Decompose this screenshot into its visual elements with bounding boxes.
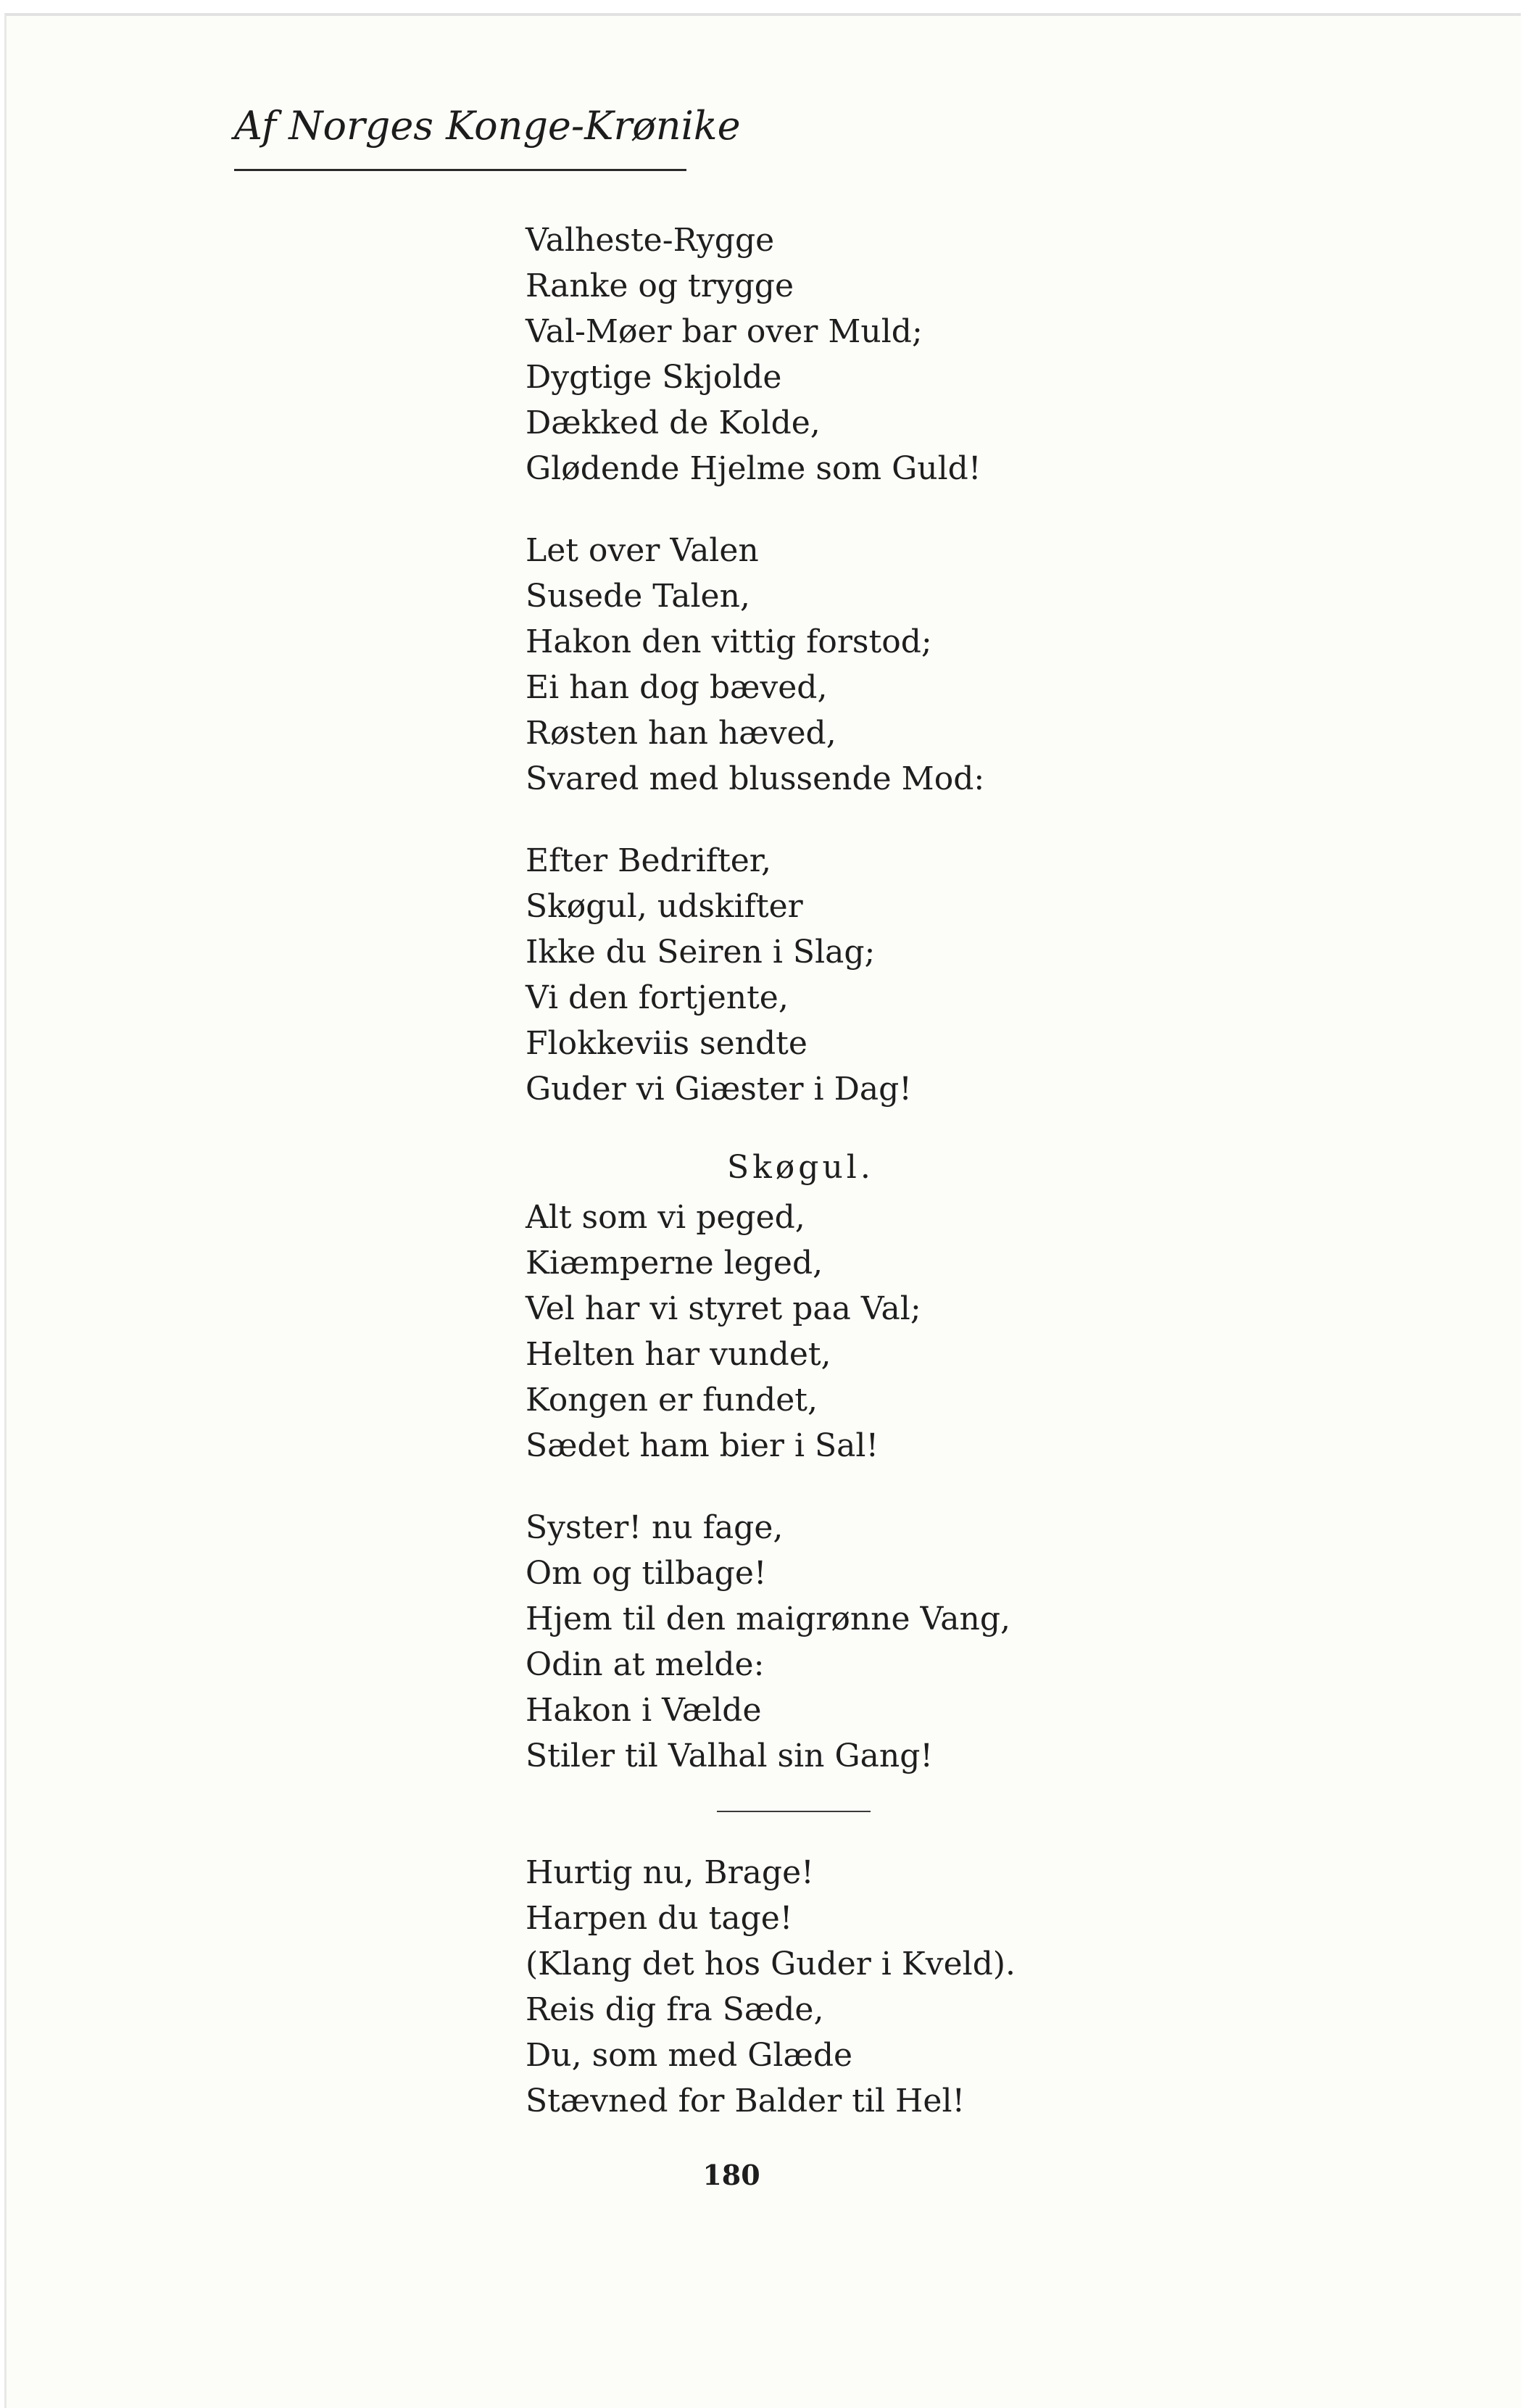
verse-line: Vel har vi styret paa Val; bbox=[526, 1290, 921, 1327]
running-header: Af Norges Konge-Krønike bbox=[234, 103, 741, 149]
verse-line: Stiler til Valhal sin Gang! bbox=[526, 1738, 934, 1774]
verse-line: Svared med blussende Mod: bbox=[526, 760, 985, 797]
verse-line: Vi den fortjente, bbox=[526, 979, 789, 1016]
verse-line: Røsten han hæved, bbox=[526, 715, 836, 752]
verse-line: Hurtig nu, Brage! bbox=[526, 1854, 814, 1891]
verse-line: Kongen er fundet, bbox=[526, 1382, 818, 1419]
stanza-4 bbox=[526, 1142, 1250, 1469]
stanza-3 bbox=[526, 838, 1250, 1112]
verse-line: Ei han dog bæved, bbox=[526, 669, 828, 706]
verse-line: Dækked de Kolde, bbox=[526, 404, 821, 441]
stanza-5 bbox=[526, 1505, 1250, 1779]
verse-line: Skøgul, udskifter bbox=[526, 888, 803, 925]
verse-line: Dygtige Skjolde bbox=[526, 359, 782, 396]
verse-line: Ranke og trygge bbox=[526, 267, 794, 304]
stanza-1 bbox=[526, 217, 1250, 491]
verse-line: Odin at melde: bbox=[526, 1646, 765, 1683]
verse-line: Syster! nu fage, bbox=[526, 1509, 784, 1546]
verse-line: Hjem til den maigrønne Vang, bbox=[526, 1601, 1010, 1637]
book-page bbox=[4, 13, 1521, 2408]
stanza-2 bbox=[526, 528, 1250, 802]
verse-line: Valheste-Rygge bbox=[526, 222, 775, 259]
divider-rule bbox=[717, 1811, 871, 1812]
verse-line: Harpen du tage! bbox=[526, 1900, 793, 1937]
verse-line: Helten har vundet, bbox=[526, 1336, 831, 1373]
section-divider bbox=[526, 1796, 1250, 1840]
verse-line: Flokkeviis sendte bbox=[526, 1025, 807, 1062]
poem bbox=[526, 217, 1250, 2160]
verse-line: Hakon den vittig forstod; bbox=[526, 623, 932, 660]
header-underline bbox=[234, 169, 686, 171]
page-number: 180 bbox=[702, 2159, 760, 2191]
verse-line: Om og tilbage! bbox=[526, 1555, 767, 1592]
verse-line: Glødende Hjelme som Guld! bbox=[526, 450, 981, 487]
verse-line: Kiæmperne leged, bbox=[526, 1245, 823, 1282]
verse-line: Ikke du Seiren i Slag; bbox=[526, 934, 876, 971]
verse-line: Reis dig fra Sæde, bbox=[526, 1991, 824, 2028]
verse-line: Susede Talen, bbox=[526, 578, 750, 615]
stanza-6 bbox=[526, 1850, 1250, 2124]
verse-line: Let over Valen bbox=[526, 532, 759, 569]
verse-line: Hakon i Vælde bbox=[526, 1692, 762, 1729]
verse-line: Efter Bedrifter, bbox=[526, 842, 771, 879]
verse-line: Alt som vi peged, bbox=[526, 1199, 805, 1236]
verse-line: Du, som med Glæde bbox=[526, 2037, 853, 2074]
verse-line: Sædet ham bier i Sal! bbox=[526, 1427, 879, 1464]
verse-line: Guder vi Giæster i Dag! bbox=[526, 1071, 912, 1108]
verse-line: (Klang det hos Guder i Kveld). bbox=[526, 1946, 1016, 1983]
verse-line: Val-Møer bar over Muld; bbox=[526, 313, 923, 350]
speaker-heading: Skøgul. bbox=[727, 1149, 874, 1186]
verse-line: Stævned for Balder til Hel! bbox=[526, 2083, 966, 2120]
